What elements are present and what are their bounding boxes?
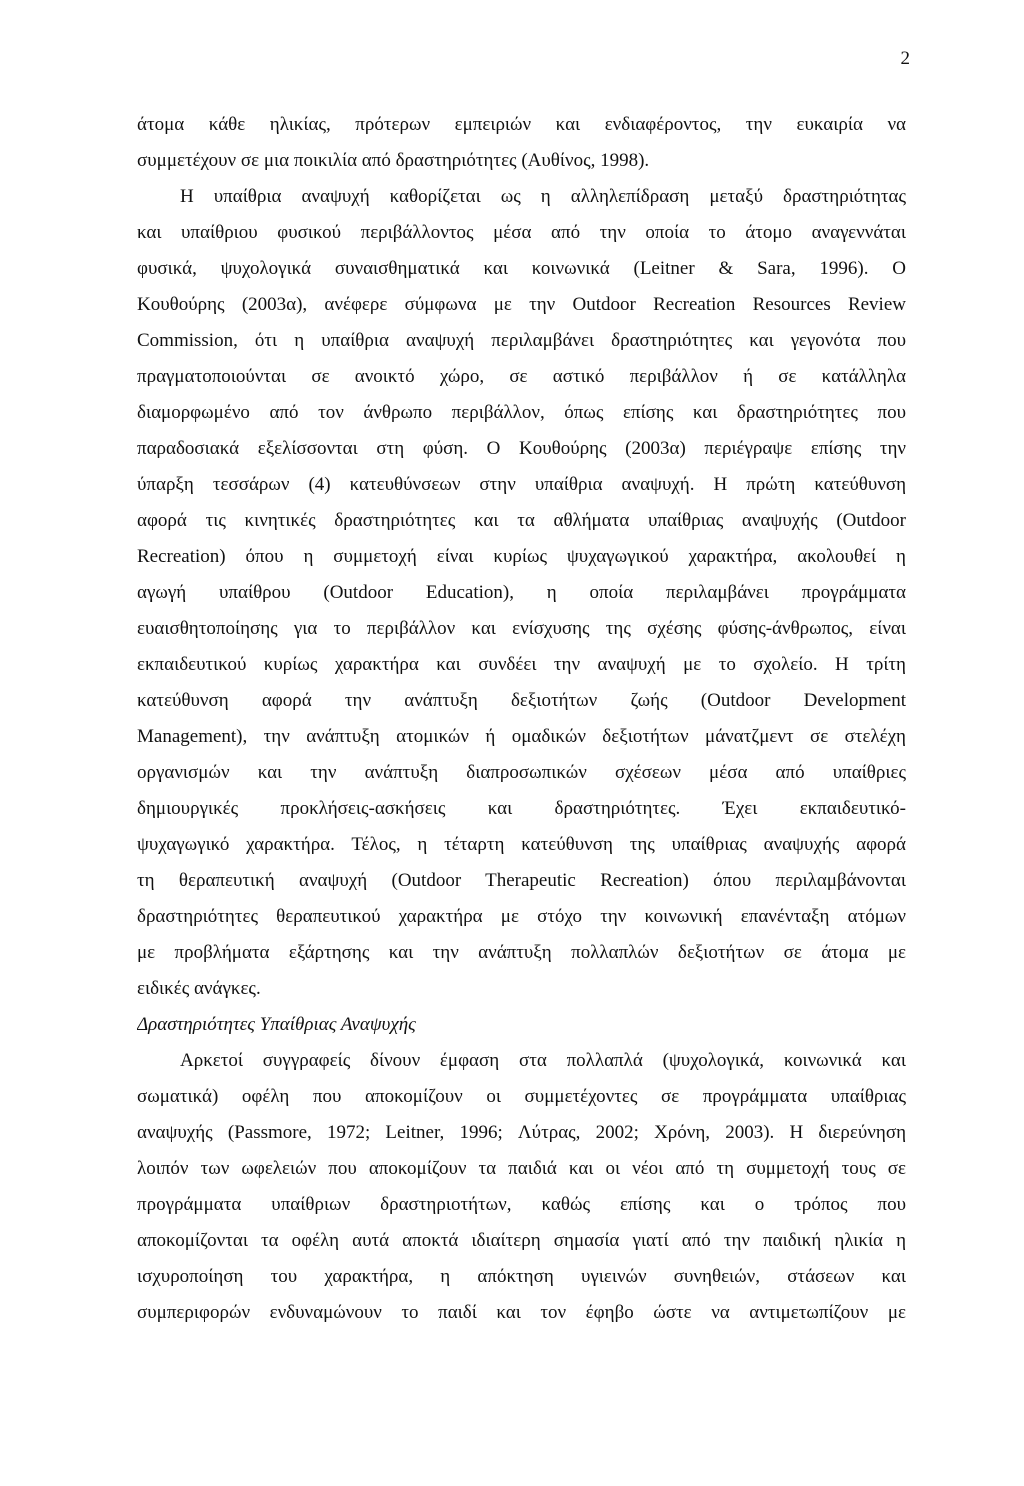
text-line: Κουθούρης (2003α), ανέφερε σύμφωνα με την Outdoor Recreation Resources Review	[137, 294, 906, 315]
text-line: προγράμματα υπαίθριων δραστηριοτήτων, καθώς επίσης και ο τρόπος που	[137, 1194, 906, 1215]
text-line: και υπαίθριου φυσικού περιβάλλοντος μέσα από την οποία το άτομο αναγεννάται	[137, 222, 906, 243]
text-line: αναψυχής (Passmore, 1972; Leitner, 1996; Λύτρας, 2002; Χρόνη, 2003). Η διερεύνηση	[137, 1122, 906, 1143]
section-heading: Δραστηριότητες Υπαίθριας Αναψυχής	[137, 1014, 416, 1035]
text-line: αποκομίζονται τα οφέλη αυτά αποκτά ιδιαίτερη σημασία γιατί από την παιδική ηλικία η	[137, 1230, 906, 1251]
text-line: συμπεριφορών ενδυναμώνουν το παιδί και τον έφηβο ώστε να αντιμετωπίζουν με	[137, 1302, 906, 1323]
text-line: φυσικά, ψυχολογικά συναισθηματικά και κοινωνικά (Leitner & Sara, 1996). Ο	[137, 258, 906, 279]
text-line: πραγματοποιούνται σε ανοικτό χώρο, σε αστικό περιβάλλον ή σε κατάλληλα	[137, 366, 906, 387]
text-line: αγωγή υπαίθρου (Outdoor Education), η οποία περιλαμβάνει προγράμματα	[137, 582, 906, 603]
text-line: Commission, ότι η υπαίθρια αναψυχή περιλαμβάνει δραστηριότητες και γεγονότα που	[137, 330, 906, 351]
text-line: εκπαιδευτικού κυρίως χαρακτήρα και συνδέει την αναψυχή με το σχολείο. Η τρίτη	[137, 654, 906, 675]
text-line: σωματικά) οφέλη που αποκομίζουν οι συμμετέχοντες σε προγράμματα υπαίθριας	[137, 1086, 906, 1107]
text-line: Recreation) όπου η συμμετοχή είναι κυρίως ψυχαγωγικού χαρακτήρα, ακολουθεί η	[137, 546, 906, 567]
text-line: Αρκετοί συγγραφείς δίνουν έμφαση στα πολλαπλά (ψυχολογικά, κοινωνικά και	[180, 1050, 906, 1071]
text-line: Management), την ανάπτυξη ατομικών ή ομαδικών δεξιοτήτων μάνατζμεντ σε στελέχη	[137, 726, 906, 747]
text-line: Η υπαίθρια αναψυχή καθορίζεται ως η αλληλεπίδραση μεταξύ δραστηριότητας	[180, 186, 906, 207]
text-line: άτομα κάθε ηλικίας, πρότερων εμπειριών και ενδιαφέροντος, την ευκαιρία να	[137, 114, 906, 135]
text-line: ευαισθητοποίησης για το περιβάλλον και ενίσχυσης της σχέσης φύσης-άνθρωπος, είναι	[137, 618, 906, 639]
text-line: συμμετέχουν σε μια ποικιλία από δραστηριότητες (Αυθίνος, 1998).	[137, 150, 650, 171]
text-line: οργανισμών και την ανάπτυξη διαπροσωπικών σχέσεων μέσα από υπαίθριες	[137, 762, 906, 783]
text-line: παραδοσιακά εξελίσσονται στη φύση. Ο Κουθούρης (2003α) περιέγραψε επίσης την	[137, 438, 906, 459]
text-line: δραστηριότητες θεραπευτικού χαρακτήρα με στόχο την κοινωνική επανένταξη ατόμων	[137, 906, 906, 927]
text-line: ισχυροποίηση του χαρακτήρα, η απόκτηση υγιεινών συνηθειών, στάσεων και	[137, 1266, 906, 1287]
text-line: τη θεραπευτική αναψυχή (Outdoor Therapeutic Recreation) όπου περιλαμβάνονται	[137, 870, 906, 891]
text-line: δημιουργικές προκλήσεις-ασκήσεις και δραστηριότητες. Έχει εκπαιδευτικό-	[137, 798, 906, 819]
text-line: λοιπόν των ωφελειών που αποκομίζουν τα παιδιά και οι νέοι από τη συμμετοχή τους σε	[137, 1158, 906, 1179]
text-line: ψυχαγωγικό χαρακτήρα. Τέλος, η τέταρτη κατεύθυνση της υπαίθριας αναψυχής αφορά	[137, 834, 906, 855]
page-number: 2	[900, 48, 910, 69]
text-line: κατεύθυνση αφορά την ανάπτυξη δεξιοτήτων ζωής (Outdoor Development	[137, 690, 906, 711]
text-line: αφορά τις κινητικές δραστηριότητες και τα αθλήματα υπαίθριας αναψυχής (Outdoor	[137, 510, 906, 531]
text-line: με προβλήματα εξάρτησης και την ανάπτυξη πολλαπλών δεξιοτήτων σε άτομα με	[137, 942, 906, 963]
text-line: διαμορφωμένο από τον άνθρωπο περιβάλλον, όπως επίσης και δραστηριότητες που	[137, 402, 906, 423]
text-line: ειδικές ανάγκες.	[137, 978, 261, 999]
text-line: ύπαρξη τεσσάρων (4) κατευθύνσεων στην υπαίθρια αναψυχή. Η πρώτη κατεύθυνση	[137, 474, 906, 495]
